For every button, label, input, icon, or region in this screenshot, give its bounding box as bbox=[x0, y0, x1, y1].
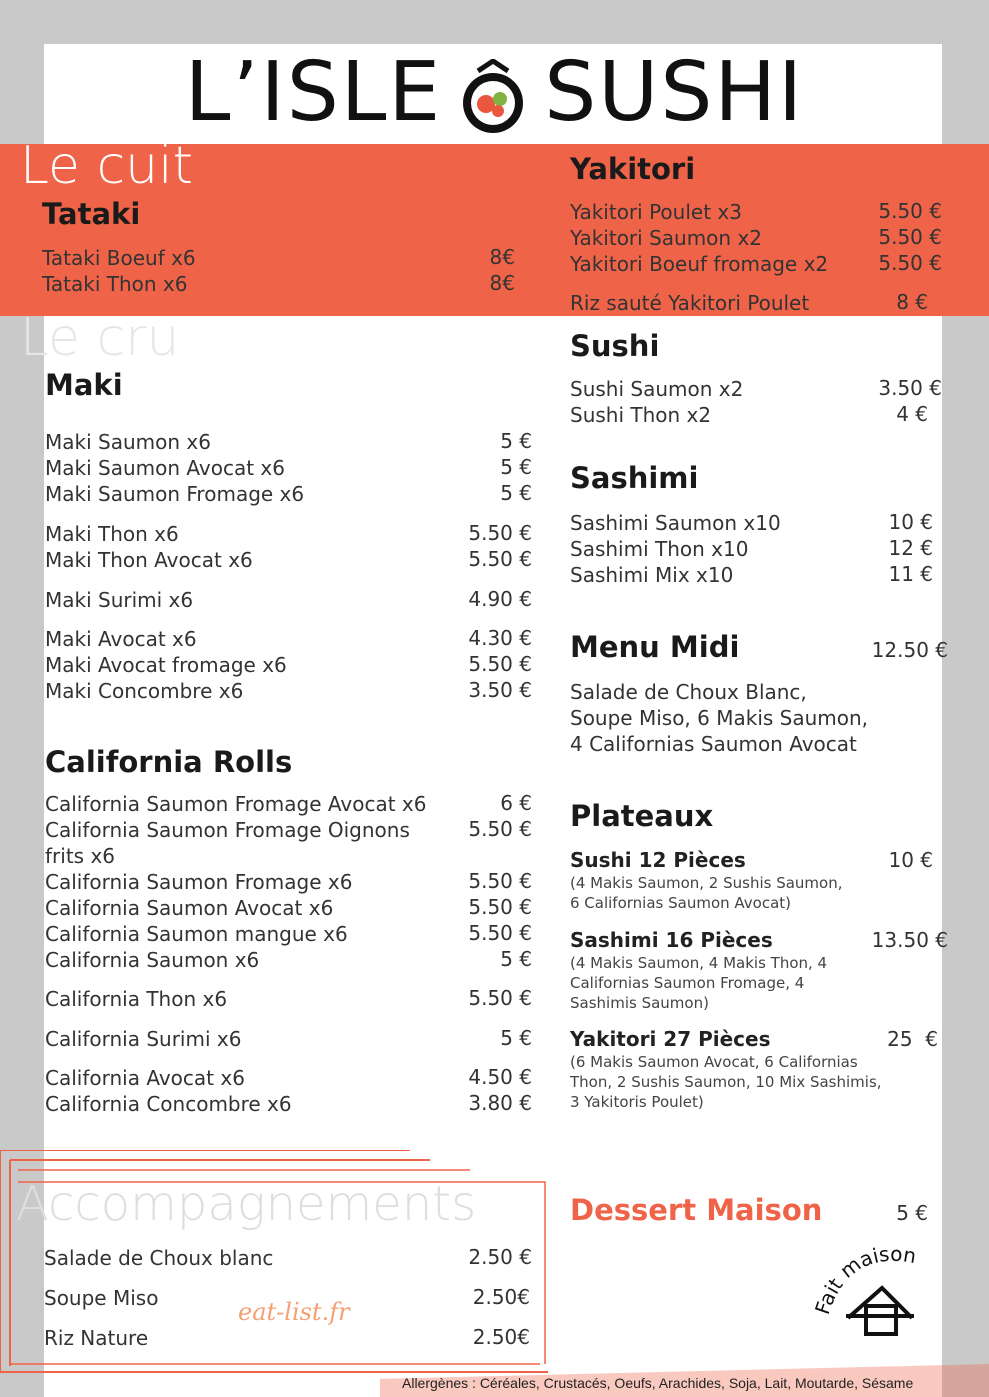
menu-item: California Saumon Fromage x6 bbox=[45, 870, 353, 894]
sashimi-title: Sashimi bbox=[570, 461, 699, 495]
section-heading-cru: Le cru bbox=[20, 308, 180, 368]
title-right: SUSHI bbox=[544, 45, 805, 140]
menu-price: 4 € bbox=[896, 402, 928, 426]
title-left: L’ISLE bbox=[184, 45, 443, 140]
plateau-desc: Californias Saumon Fromage, 4 bbox=[570, 974, 805, 992]
menu-item: California Avocat x6 bbox=[45, 1066, 245, 1090]
restaurant-title bbox=[0, 45, 989, 140]
plateau-price: 25 € bbox=[887, 1027, 938, 1051]
menu-item: California Concombre x6 bbox=[45, 1092, 292, 1116]
plateaux-title: Plateaux bbox=[570, 799, 714, 833]
menu-item: Soupe Miso bbox=[44, 1286, 159, 1310]
menu-item: Sushi Thon x2 bbox=[570, 403, 712, 427]
fait-maison-stamp bbox=[810, 1236, 940, 1346]
menu-item: Maki Avocat x6 bbox=[45, 627, 197, 651]
plateau-desc: 3 Yakitoris Poulet) bbox=[570, 1093, 704, 1111]
menu-item: Maki Surimi x6 bbox=[45, 588, 194, 612]
menu-item: Maki Concombre x6 bbox=[45, 679, 244, 703]
menu-item-continued: frits x6 bbox=[45, 844, 115, 868]
menu-item: Yakitori Boeuf fromage x2 bbox=[570, 252, 829, 276]
menu-item: Sashimi Saumon x10 bbox=[570, 511, 781, 535]
plateau-price: 13.50 € bbox=[871, 928, 948, 952]
plateau-desc: Thon, 2 Sushis Saumon, 10 Mix Sashimis, bbox=[570, 1073, 882, 1091]
menu-item: Yakitori Poulet x3 bbox=[570, 200, 742, 224]
menu-item: Riz sauté Yakitori Poulet bbox=[570, 291, 810, 315]
menu-price: 5 € bbox=[500, 481, 532, 505]
menu-midi-line: Soupe Miso, 6 Makis Saumon, bbox=[570, 706, 869, 730]
dessert-price: 5 € bbox=[896, 1201, 928, 1225]
menu-price: 10 € bbox=[888, 510, 933, 534]
menu-item: Maki Saumon Fromage x6 bbox=[45, 482, 305, 506]
menu-price: 4.30 € bbox=[468, 626, 532, 650]
menu-price: 11 € bbox=[888, 562, 933, 586]
menu-item: Tataki Thon x6 bbox=[42, 272, 188, 296]
menu-item: Maki Saumon x6 bbox=[45, 430, 211, 454]
allergens-text: Allergènes : Céréales, Crustacés, Oeufs, Arachides, Soja, Lait, Moutarde, Sésame bbox=[402, 1375, 914, 1391]
menu-price: 5.50 € bbox=[468, 521, 532, 545]
dessert-title: Dessert Maison bbox=[570, 1193, 823, 1227]
menu-price: 5.50 € bbox=[468, 921, 532, 945]
menu-midi-line: 4 Californias Saumon Avocat bbox=[570, 732, 857, 756]
menu-item: Maki Thon Avocat x6 bbox=[45, 548, 253, 572]
plateau-name: Sushi 12 Pièces bbox=[570, 848, 746, 872]
menu-price: 4.90 € bbox=[468, 587, 532, 611]
menu-item: California Saumon mangue x6 bbox=[45, 922, 348, 946]
menu-item: Sushi Saumon x2 bbox=[570, 377, 744, 401]
menu-price: 5.50 € bbox=[878, 251, 942, 275]
menu-price: 2.50€ bbox=[472, 1325, 530, 1349]
menu-price: 3.50 € bbox=[878, 376, 942, 400]
menu-item: California Saumon Avocat x6 bbox=[45, 896, 334, 920]
menu-price: 5.50 € bbox=[468, 547, 532, 571]
california-title: California Rolls bbox=[45, 745, 293, 779]
menu-price: 5.50 € bbox=[468, 869, 532, 893]
menu-price: 8 € bbox=[896, 290, 928, 314]
menu-item: Salade de Choux blanc bbox=[44, 1246, 274, 1270]
site-watermark: eat-list.fr bbox=[238, 1298, 350, 1326]
menu-midi-line: Salade de Choux Blanc, bbox=[570, 680, 807, 704]
menu-item: California Saumon x6 bbox=[45, 948, 260, 972]
section-heading-cuit: Le cuit bbox=[20, 136, 193, 196]
plateau-desc: 6 Californias Saumon Avocat) bbox=[570, 894, 792, 912]
menu-price: 5.50 € bbox=[468, 895, 532, 919]
menu-item: Sashimi Mix x10 bbox=[570, 563, 734, 587]
plateau-desc: (4 Makis Saumon, 2 Sushis Saumon, bbox=[570, 874, 843, 892]
menu-price: 5.50 € bbox=[878, 199, 942, 223]
menu-price: 5 € bbox=[500, 455, 532, 479]
menu-price: 3.80 € bbox=[468, 1091, 532, 1115]
menu-price: 4.50 € bbox=[468, 1065, 532, 1089]
menu-midi-title: Menu Midi bbox=[570, 630, 740, 664]
plateau-desc: (6 Makis Saumon Avocat, 6 Californias bbox=[570, 1053, 858, 1071]
plateau-price: 10 € bbox=[888, 848, 933, 872]
menu-price: 5.50 € bbox=[468, 986, 532, 1010]
menu-price: 5.50 € bbox=[878, 225, 942, 249]
menu-price: 6 € bbox=[500, 791, 532, 815]
menu-item: Maki Thon x6 bbox=[45, 522, 179, 546]
menu-item: Maki Saumon Avocat x6 bbox=[45, 456, 285, 480]
yakitori-title: Yakitori bbox=[570, 152, 696, 186]
menu-item: California Saumon Fromage Oignons bbox=[45, 818, 410, 842]
menu-price: 5.50 € bbox=[468, 652, 532, 676]
menu-item: California Saumon Fromage Avocat x6 bbox=[45, 792, 427, 816]
plateau-desc: (4 Makis Saumon, 4 Makis Thon, 4 bbox=[570, 954, 828, 972]
menu-price: 5 € bbox=[500, 429, 532, 453]
menu-item: Tataki Boeuf x6 bbox=[42, 246, 196, 270]
tataki-title: Tataki bbox=[42, 197, 141, 231]
plateau-name: Yakitori 27 Pièces bbox=[570, 1027, 771, 1051]
menu-midi-price: 12.50 € bbox=[871, 638, 948, 662]
sushi-roll-logo-icon bbox=[460, 59, 526, 125]
menu-item: Riz Nature bbox=[44, 1326, 149, 1350]
sushi-title: Sushi bbox=[570, 329, 660, 363]
section-heading-accompagnements: Accompagnements bbox=[16, 1176, 477, 1232]
menu-item: California Surimi x6 bbox=[45, 1027, 242, 1051]
menu-item: Yakitori Saumon x2 bbox=[570, 226, 763, 250]
menu-price: 3.50 € bbox=[468, 678, 532, 702]
fait-maison-text: Fait maison bbox=[810, 1241, 918, 1318]
menu-item: Maki Avocat fromage x6 bbox=[45, 653, 287, 677]
menu-price: 5 € bbox=[500, 1026, 532, 1050]
menu-price: 5 € bbox=[500, 947, 532, 971]
menu-price: 12 € bbox=[888, 536, 933, 560]
menu-item: Sashimi Thon x10 bbox=[570, 537, 749, 561]
menu-price: 8€ bbox=[489, 271, 515, 295]
menu-price: 2.50€ bbox=[472, 1285, 530, 1309]
plateau-name: Sashimi 16 Pièces bbox=[570, 928, 773, 952]
menu-price: 5.50 € bbox=[468, 817, 532, 841]
menu-price: 2.50 € bbox=[468, 1245, 532, 1269]
menu-item: California Thon x6 bbox=[45, 987, 228, 1011]
plateau-desc: Sashimis Saumon) bbox=[570, 994, 709, 1012]
maki-title: Maki bbox=[45, 368, 123, 402]
menu-price: 8€ bbox=[489, 245, 515, 269]
